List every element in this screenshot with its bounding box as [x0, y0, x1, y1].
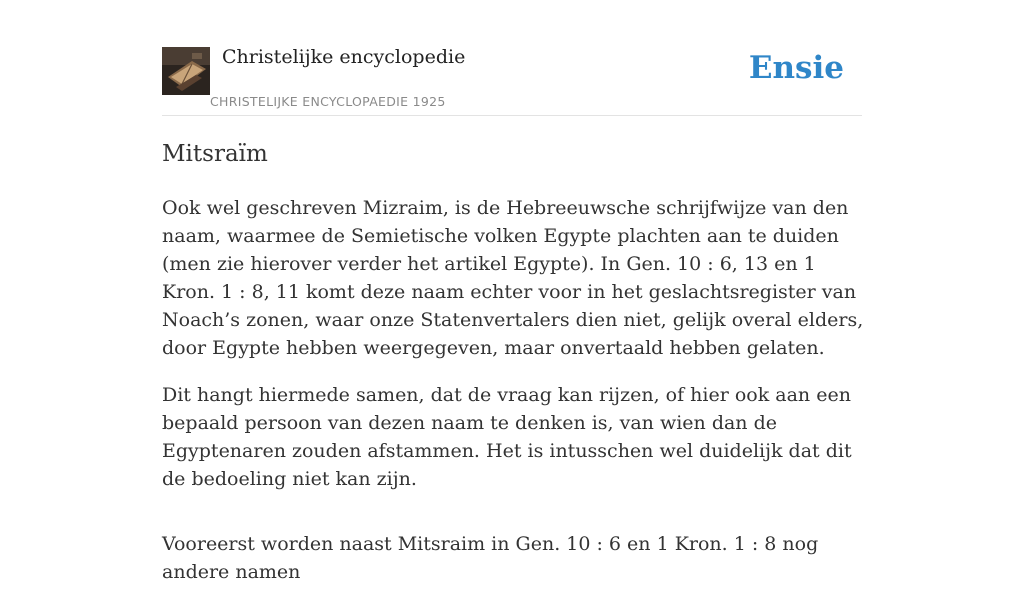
ensie-logo-link[interactable]: Ensie — [748, 50, 844, 86]
encyclopedia-subtitle[interactable]: CHRISTELIJKE ENCYCLOPAEDIE 1925 — [210, 94, 446, 109]
avatar[interactable] — [162, 47, 210, 95]
site-header — [162, 40, 862, 116]
book-photo-icon — [162, 47, 210, 95]
site-name[interactable]: Christelijke encyclopedie — [222, 46, 466, 68]
article-title: Mitsraïm — [162, 141, 268, 167]
article-paragraph: Dit hangt hiermede samen, dat de vraag kan rijzen, of hier ook aan een bepaald persoon van dezen naam te denken is, van wien dan de Egyptenaren zouden afstammen. Het is intusschen wel duidelijk dat dit de bedoeling niet kan zijn. — [162, 384, 852, 490]
article-paragraph: Vooreerst worden naast Mitsraim in Gen. 10 : 6 en 1 Kron. 1 : 8 nog andere namen — [162, 533, 819, 583]
article — [162, 138, 864, 605]
article-paragraph: Ook wel geschreven Mizraim, is de Hebreeuwsche schrijfwijze van den naam, waarmee de Semietische volken Egypte plachten aan te duiden (men zie hierover verder het artikel Egypte). In Gen. 10 : 6, 13 en 1 Kron. 1 : 8, 11 komt deze naam echter voor in het geslachtsregister van Noach’s zonen, waar onze Statenvertalers dien niet, gelijk overal elders, door Egypte hebben weergegeven, maar onvertaald hebben gelaten. — [162, 197, 864, 359]
